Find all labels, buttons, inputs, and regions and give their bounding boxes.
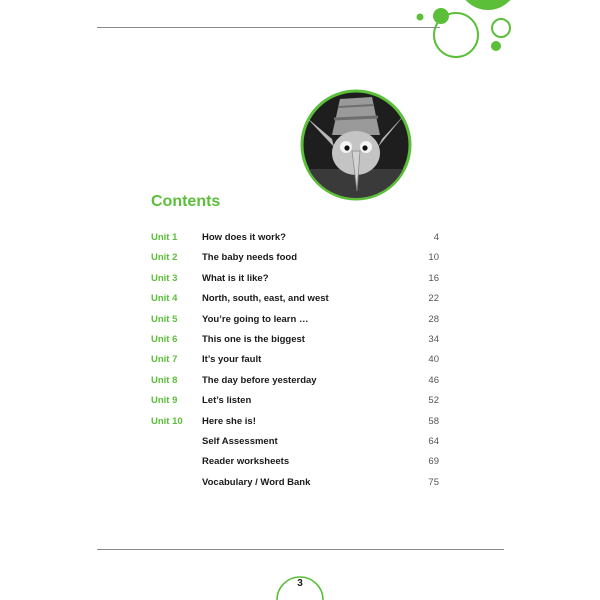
toc-unit: Unit 6 (151, 333, 178, 345)
toc-title: North, south, east, and west (202, 293, 329, 305)
toc-page: 46 (428, 374, 439, 386)
toc-unit: Unit 4 (151, 293, 178, 305)
toc-page: 69 (428, 456, 439, 468)
toc-title: You’re going to learn … (202, 313, 309, 325)
toc-title: Let’s listen (202, 395, 252, 407)
toc-page: 40 (428, 354, 439, 366)
toc-unit: Unit 5 (151, 313, 178, 325)
toc-title: Reader worksheets (202, 456, 290, 468)
toc-page: 28 (428, 313, 439, 325)
toc-title: Here she is! (202, 415, 256, 427)
toc-page: 64 (428, 435, 439, 447)
toc-page: 52 (428, 395, 439, 407)
toc-unit: Unit 3 (151, 272, 178, 284)
toc-unit: Unit 9 (151, 395, 178, 407)
toc-page: 58 (428, 415, 439, 427)
toc-title: The day before yesterday (202, 374, 317, 386)
toc-page: 34 (428, 333, 439, 345)
toc-page: 22 (428, 293, 439, 305)
page-number: 3 (297, 578, 303, 589)
toc-unit: Unit 2 (151, 252, 178, 264)
toc-unit: Unit 10 (151, 415, 183, 427)
toc-unit: Unit 1 (151, 232, 178, 243)
toc-page: 4 (433, 232, 439, 243)
toc-page: 75 (428, 476, 439, 488)
toc-title: Vocabulary / Word Bank (202, 476, 311, 488)
toc-title: Self Assessment (202, 435, 278, 447)
toc-unit: Unit 7 (151, 354, 178, 366)
toc-page: 10 (428, 252, 439, 264)
toc-title: The baby needs food (202, 252, 298, 264)
toc-title: It’s your fault (202, 354, 262, 366)
toc-title: This one is the biggest (202, 333, 305, 345)
toc-unit: Unit 8 (151, 374, 178, 386)
toc-title: How does it work? (202, 232, 286, 243)
contents-heading: Contents (151, 193, 221, 210)
toc-title: What is it like? (202, 272, 269, 284)
toc-page: 16 (428, 272, 439, 284)
